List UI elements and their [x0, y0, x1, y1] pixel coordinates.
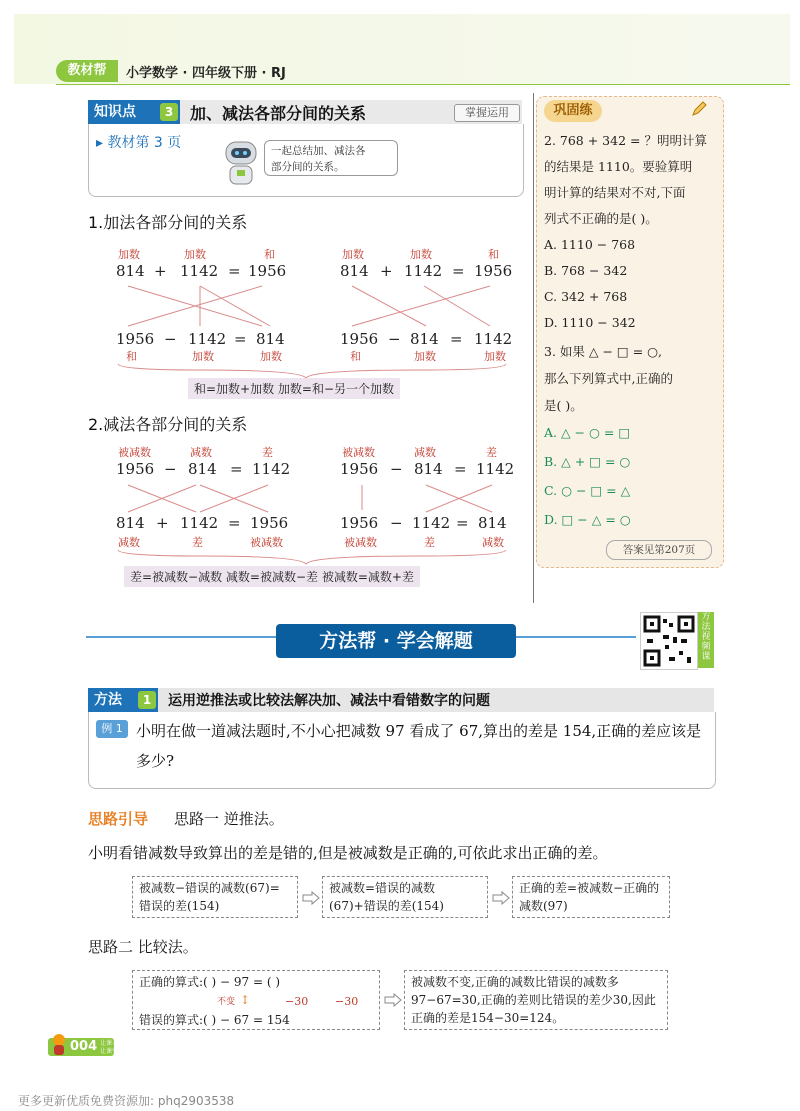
- example-text: 小明在做一道减法题时,不小心把减数 97 看成了 67,算出的差是 154,正确的差应该是多少?: [136, 722, 702, 770]
- mascot-icon: [50, 1033, 68, 1061]
- eq-label: 和: [488, 248, 499, 261]
- eq-op: =: [450, 330, 463, 348]
- arrow-right-icon: [302, 890, 320, 909]
- eq-term: 1956: [340, 330, 379, 348]
- formula-sub: 差=被减数−减数 减数=被减数−差 被减数=减数+差: [124, 566, 420, 587]
- eq-label: 加数: [260, 350, 282, 363]
- eq-op: +: [154, 262, 167, 280]
- diff-label: −30: [285, 995, 309, 1008]
- idea-1-text: 小明看错减数导致算出的差是错的,但是被减数是正确的,可依此求出正确的差。: [88, 844, 608, 862]
- page-number: 004: [48, 1038, 114, 1056]
- option: A. 1110 − 768: [544, 237, 636, 252]
- method-tag: 方法: [88, 688, 158, 712]
- speech-bubble: 一起总结加、减法各 部分间的关系。: [264, 140, 398, 176]
- eq-op: +: [156, 514, 169, 532]
- eq-label: 差: [486, 446, 497, 459]
- option: D. 1110 − 342: [544, 315, 636, 330]
- eq-term: 1142: [474, 330, 513, 348]
- eq-op: =: [228, 262, 241, 280]
- eq-term: 814: [116, 262, 145, 280]
- eq-op: −: [390, 460, 403, 478]
- eq-label: 加数: [184, 248, 206, 261]
- eq-label: 减数: [482, 536, 504, 549]
- eq-term: 1956: [116, 330, 155, 348]
- answer-ref: 答案见第207页: [606, 540, 712, 560]
- option: C. 342 + 768: [544, 289, 628, 304]
- eq-op: −: [388, 330, 401, 348]
- option: B. △ + □ = ○: [544, 454, 631, 469]
- eq-term: 1956: [340, 514, 379, 532]
- section-2-title: 2.减法各部分间的关系: [88, 415, 248, 434]
- kp-title: 加、减法各部分间的关系: [190, 104, 367, 123]
- eq-label: 加数: [192, 350, 214, 363]
- footer-slogan: 让课本有趣 让课堂高效: [100, 1040, 131, 1055]
- eq-term: 1142: [412, 514, 451, 532]
- section-1-title: 1.加法各部分间的关系: [88, 213, 248, 232]
- option: A. △ − ○ = □: [544, 425, 631, 440]
- question-3-options: [544, 418, 631, 534]
- eq-label: 和: [350, 350, 361, 363]
- eq-label: 加数: [118, 248, 140, 261]
- eq-op: =: [452, 262, 465, 280]
- method-num: 1: [138, 691, 156, 709]
- eq-term: 1142: [188, 330, 227, 348]
- idea-2: 思路二 比较法。: [88, 938, 198, 956]
- eq-label: 减数: [414, 446, 436, 459]
- header-title: 小学数学 · 四年级下册 · RJ: [126, 66, 286, 81]
- pencil-icon: [690, 100, 708, 122]
- diff-label: −30: [335, 995, 359, 1008]
- example-tag: 例 1: [96, 720, 128, 738]
- eq-term: 814: [188, 460, 217, 478]
- eq-label: 差: [192, 536, 203, 549]
- eq-label: 加数: [414, 350, 436, 363]
- watermark: 更多更新优质免费资源加: phq2903538: [18, 1094, 235, 1108]
- eq-label: 和: [126, 350, 137, 363]
- eq-label: 被减数: [250, 536, 283, 549]
- eq-label: 减数: [118, 536, 140, 549]
- practice-tag: 巩固练: [544, 100, 602, 122]
- eq-op: =: [234, 330, 247, 348]
- kp-tag: 知识点: [88, 100, 180, 124]
- brand-logo: 教材帮: [56, 60, 118, 82]
- eq-label: 差: [262, 446, 273, 459]
- qr-side-label: 方法视频课: [698, 612, 714, 668]
- eq-term: 1142: [476, 460, 515, 478]
- eq-term: 814: [340, 262, 369, 280]
- compare-box: 正确的算式:( ) − 97 = ( ) 不变 ↕ −30 −30 错误的算式:( ) − 67 = 154: [132, 970, 380, 1030]
- banner-title: 方法帮 · 学会解题: [276, 624, 516, 658]
- kp-num: 3: [160, 103, 178, 121]
- eq-term: 1142: [404, 262, 443, 280]
- eq-term: 1956: [116, 460, 155, 478]
- eq-label: 差: [424, 536, 435, 549]
- eq-op: +: [380, 262, 393, 280]
- question-3: 3. 如果 △ − □ = ○, 那么下列算式中,正确的 是( )。: [544, 344, 673, 413]
- unchanged-label: 不变: [217, 997, 236, 1007]
- eq-term: 814: [410, 330, 439, 348]
- idea-1: 思路一 逆推法。: [174, 810, 284, 828]
- eq-term: 1142: [180, 262, 219, 280]
- eq-op: =: [456, 514, 469, 532]
- eq-op: −: [390, 514, 403, 532]
- eq-op: =: [454, 460, 467, 478]
- eq-label: 加数: [410, 248, 432, 261]
- textbook-ref-link[interactable]: ▸ 教材第 3 页: [96, 135, 182, 151]
- option: B. 768 − 342: [544, 263, 628, 278]
- eq-op: =: [228, 514, 241, 532]
- eq-label: 加数: [484, 350, 506, 363]
- eq-label: 加数: [342, 248, 364, 261]
- arrow-right-icon: [384, 992, 402, 1011]
- eq-op: −: [164, 330, 177, 348]
- qr-code-icon[interactable]: [640, 612, 698, 670]
- compare-explain-box: 被减数不变,正确的减数比错误的减数多97−67=30,正确的差则比错误的差少30,因此正确的差是154−30=124。: [404, 970, 668, 1030]
- kp-badge: 掌握运用: [454, 104, 520, 122]
- option: C. ○ − □ = △: [544, 483, 631, 498]
- eq-label: 和: [264, 248, 275, 261]
- eq-term: 1956: [340, 460, 379, 478]
- question-2: 2. 768 + 342 = ？明明计算 的结果是 1110。要验算明 明计算的结果对不对,下面 列式不正确的是( )。 A. 1110 − 768 B. 768 − 342 C. 342 + 768 D. 1110 − 342: [544, 128, 707, 336]
- eq-term: 814: [116, 514, 145, 532]
- eq-label: 被减数: [344, 536, 377, 549]
- step-box-1: 被减数−错误的减数(67)=错误的差(154): [132, 876, 298, 918]
- eq-term: 1956: [250, 514, 289, 532]
- eq-term: 1956: [248, 262, 287, 280]
- option: D. □ − △ = ○: [544, 512, 631, 527]
- eq-label: 被减数: [118, 446, 151, 459]
- eq-op: −: [164, 460, 177, 478]
- eq-term: 1956: [474, 262, 513, 280]
- eq-label: 减数: [190, 446, 212, 459]
- eq-label: 被减数: [342, 446, 375, 459]
- eq-term: 1142: [180, 514, 219, 532]
- eq-term: 1142: [252, 460, 291, 478]
- step-box-3: 正确的差=被减数−正确的减数(97): [512, 876, 670, 918]
- eq-term: 814: [414, 460, 443, 478]
- method-title: 运用逆推法或比较法解决加、减法中看错数字的问题: [168, 693, 490, 709]
- eq-op: =: [230, 460, 243, 478]
- arrow-right-icon: [492, 890, 510, 909]
- formula-add: 和=加数+加数 加数=和−另一个加数: [188, 378, 400, 399]
- eq-term: 814: [256, 330, 285, 348]
- eq-term: 814: [478, 514, 507, 532]
- guide-tag: 思路引导: [88, 810, 149, 828]
- step-box-2: 被减数=错误的减数(67)+错误的差(154): [322, 876, 488, 918]
- arrow-updown-icon: ↕: [240, 993, 251, 1007]
